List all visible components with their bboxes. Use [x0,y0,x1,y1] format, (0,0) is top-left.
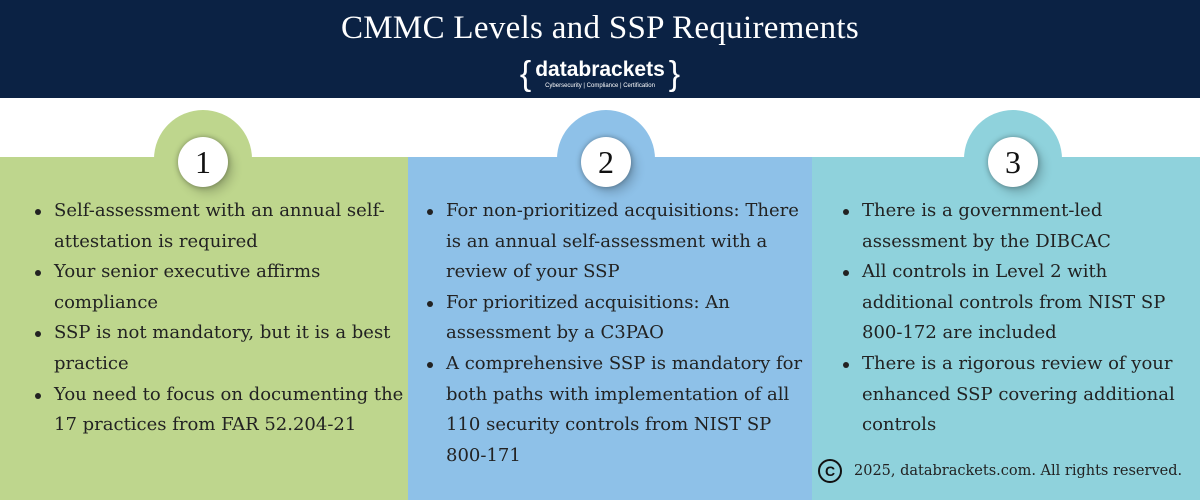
list-item: Self-assessment with an annual self-attestation is required [32,196,404,257]
copyright-icon: C [818,459,842,483]
level-1-requirements [32,196,404,441]
databrackets-logo [0,54,1200,94]
logo-tagline: Cybersecurity | Compliance | Certification [545,83,655,89]
list-item: Your senior executive affirms compliance [32,257,404,318]
list-item: There is a rigorous review of your enhanced SSP covering additional controls [840,349,1192,441]
copyright-text: 2025, databrackets.com. All rights reserved. [854,463,1183,479]
header-banner [0,0,1200,98]
page-title: CMMC Levels and SSP Requirements [340,10,860,46]
copyright-notice [818,459,1198,483]
logo-brand: databrackets [535,58,665,81]
level-3-badge: 3 [988,137,1038,187]
level-2-badge: 2 [581,137,631,187]
level-2-requirements [424,196,808,471]
list-item: You need to focus on documenting the 17 practices from FAR 52.204-21 [32,380,404,441]
logo-brace-open: { [519,55,532,93]
logo-brace-close: } [668,55,681,93]
list-item: There is a government-led assessment by the DIBCAC [840,196,1192,257]
level-3-requirements [840,196,1192,441]
logo-text [535,59,665,89]
list-item: For non-prioritized acquisitions: There is an annual self-assessment with a review of your SSP [424,196,808,288]
list-item: SSP is not mandatory, but it is a best practice [32,318,404,379]
level-1-badge: 1 [178,137,228,187]
list-item: All controls in Level 2 with additional controls from NIST SP 800-172 are included [840,257,1192,349]
list-item: A comprehensive SSP is mandatory for both paths with implementation of all 110 security controls from NIST SP 800-171 [424,349,808,471]
list-item: For prioritized acquisitions: An assessment by a C3PAO [424,288,808,349]
